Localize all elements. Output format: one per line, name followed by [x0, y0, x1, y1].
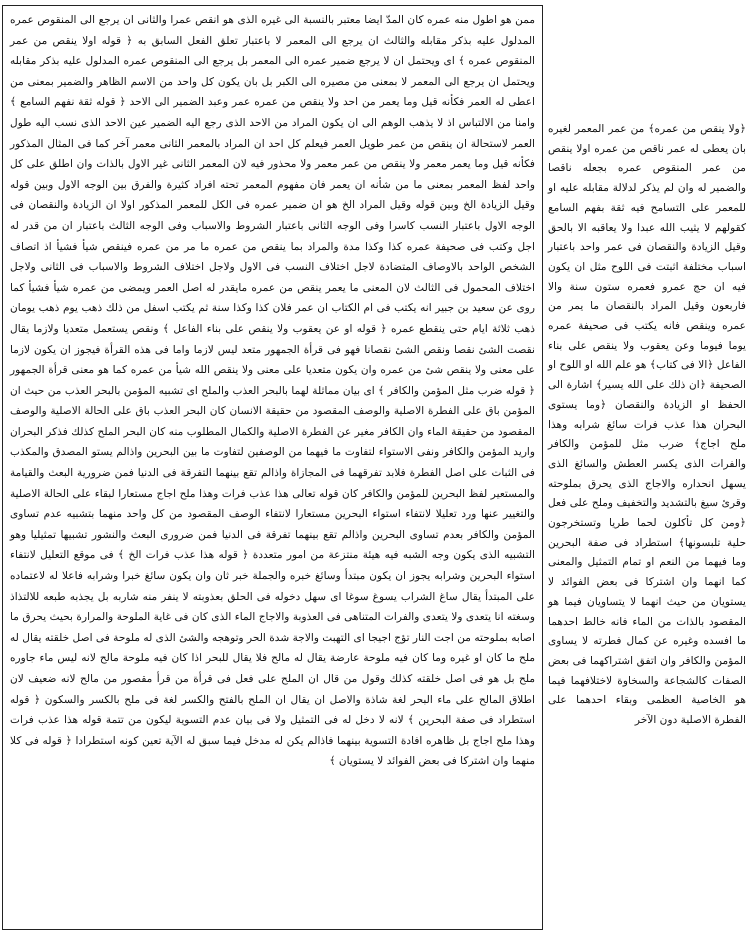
commentary-frame: [2, 5, 543, 930]
commentary-text: ممن هو اطول منه عمره كان المدّ ايضا معتبر بالنسبة الى غيره الذى هو انقص عمرا والثانى ان يرجع الى المنقوص عمره المدلول عليه بذكر مقابله والثالث ان يرجع الى المعمر لا باعتبار تعلق الفعل السابق به ﴿ قوله اولا ينقص من عمر المنقوص عمره ﴾ اى ويحتمل ان لا يرجع ضمير عمره الى المعمر بل يرجع الى المنقوص عمره المدلول عليه بذكر مقابله ويحتمل ان يرجع الى المعمر لا بمعنى من مصيره الى الكبر بل بان يكون كل واحد من الاسم الظاهر والضمير بمعنى من اعطى له العمر فكأنه قيل وما يعمر من احد ولا ينقص من عمره عمر وعبد الضمير الى الاحد ﴿ قوله ثقة نفهم السامع ﴾ وامنا من الالتباس اذ لا يذهب الوهم الى ان يكون المراد من الاحد الذى رجع اليه الضمير عين الاحد الذى نسب اليه طول العمر لاستحالة ان ينقص من عمر طويل العمر فيعلم كل احد ان المراد بالمعمر الثانى معمر آخر كما فى المثال المذكور فكأنه قيل وما يعمر معمر ولا ينقص من عمر معمر ولا محذور فيه لان المعمر الثانى غير الاول بالذات وان اطلق على كل واحد لفظ المعمر بمعنى ما من شأنه ان يعمر فان مفهوم المعمر تحته افراد كثيرة والفرق بين الوجه الاول وبين قوله وقيل الزيادة الخ وبين قوله وقيل المراد الخ هو ان ضمير عمره فى الكل للمعمر المذكور اولا ان الزيادة والنقصان فى الوجه الاول باعتبار النسب كاسرا وفى الوجه الثانى باعتبار الشروط والاسباب وفى الوجه الثالث باعتبار ان من قدر له اجل وكتب فى صحيفة عمره كذا وكذا مدة والمراد بما ينقص من عمره ما مر من عمره فينقص شيأ فشيأ اذ اتصاف الشخص الواحد بالاوصاف المتضادة لاجل اختلاف النسب فى الاول ولاجل اختلاف الشروط والاسباب فى الثانى ولاجل اختلاف المحمول فى الثالث لان المعنى ما يعمر ينقص من عمره مايقدر له اصل العمر ويمضى من عمره شيأ فشيأ كما روى عن سعيد بن جبير انه يكتب فى ام الكتاب ان عمر فلان كذا وكذا سنة ثم يكتب اسفل من ذلك ذهب يوم ذهب يومان ذهب ثلاثة ايام حتى ينقطع عمره ﴿ قوله او عن يعقوب ولا ينقص على بناء الفاعل ﴾ ونقص يستعمل متعديا ولازما يقال نقصت الشئ نقصا ونقص الشئ نقصانا فهو فى قرأة الجمهور متعد ليس لازما واما فى هذه القرأة فيجوز ان يكون لازما على معنى ولا ينقص شئ من عمره وان يكون متعديا على معنى ولا ينقص الله شيأ من عمره كما هو معنى قرأة الجمهور ﴿ قوله ضرب مثل المؤمن والكافر ﴾ اى بيان مماثلة لهما بالبحر العذب والملح اى تشبيه المؤمن بالبحر العذب من حيث ان المؤمن باق على الفطرة الاصلية والوصف المقصود من حقيقة الانسان كان البحر العذب باق على الحالة الاصلية والوصف المقصود من حقيقة الماء وان الكافر مغير عن الفطرة الاصلية والكمال المطلوب منه كان البحر الملح كذلك فذكر البحران واريد المؤمن والكافر ونفى الاستواء لتفاوت ما فيهما من الوصفين لتفاوت ما بين البحرين واذالم يستو المصدق والمكذب فى الثبات على اصل الفطرة فلابد تفرقهما فى المجازاة واذالم تقع بينهما التفرقة فى الدنيا فمن ضرورية البعث والقيامة والمستعير لفظ البحرين للمؤمن والكافر كان قوله تعالى هذا عذب فرات وهذا ملح اجاج مستعارا لبقاء على الحالة الاصلية والتغيير عنها ورد تعليلا لانتفاء استواء البحرين مستعارا لانتفاء الوصف المقصود من كل واحد منهما بتشبيه عدم تساوى المؤمن والكافر بعدم تساوى البحرين واذالم تقع بينهما تفرقة فى الدنيا فمن ضرورى البعث والنشور تشبيها تمثيليا وهو التشبيه الذى يكون وجه الشبه فيه هيئة منتزعة من امور متعددة ﴿ قوله هذا عذب فرات الخ ﴾ فى موقع التعليل لانتفاء استواء البحرين وشرابه يجوز ان يكون مبتدأ وسائغ خبره والجملة خبر ثان وان يكون سائغ خبرا وشرابه فاعلا له لاعتماده على المبتدأ يقال ساغ الشراب يسوغ سوغا اى سهل دخوله فى الحلق بعذوبته لا ينفر منه شاربه بل يجذبه طبعه للالتذاذ وسغته انا يتعدى ولا يتعدى والفرات المتناهى فى العذوبة والاجاج الماء الذى كان فى غاية الملوحة والمرارة بحيث يحرق ما اصابه بملوحته من اجت النار تؤج اجيجا اى التهبت والاجة شدة الحر وتوهجه والشئ الذى له ملوحة فى اصل خلقته يقال له ملح ما كان او غيره وما كان فيه ملوحة عارضة يقال له مالح فلا يقال للبحر اذا كان فيه ملوحة مالح لانه ليس ماء جاوره ملح بل هو فى اصل خلقته كذلك وقول من قال ان الملح على فعل فى قرأة من قرأ مقصور من مالح لانه ضعيف لان اطلاق المالح على ماء البحر لغة شاذة والاصل ان يقال ان الملح بالفتح والكسر لغة فى ملح بالكسر والسكون ﴿ قوله استطراد فى صفة البحرين ﴾ لانه لا دخل له فى التمثيل ولا فى بيان عدم التسوية ليكون من تتمة قوله هذا عذب فرات وهذا ملح اجاج بل ظاهره افادة التسوية بينهما فاذالم يكن له مدخل فيما سبق له الآية تعين كونه استطرادا ﴿ قوله فى كلا منهما وان اشتركا فى بعض الفوائد لا يستويان ﴾: [10, 14, 535, 768]
margin-tafsir-text: ﴿ولا ينقص من عمره﴾ من عمر المعمر لغيره بان يعطى له عمر ناقص من عمره اولا ينقص من عمر المنقوص عمره بجعله ناقصا والضمير له وان لم يذكر لدلالة مقابله عليه او للمعمر على التسامح فيه ثقة بفهم السامع كقولهم لا يثيب الله عبدا ولا يعاقبه الا بالحق وقيل الزيادة والنقصان فى عمر واحد باعتبار اسباب مختلفة اثبتت فى اللوح مثل ان يكون فيه ان حج عمرو فعمره ستون سنة والا فاربعون وقيل المراد بالنقصان ما يمر من عمره وينقص فانه يكتب فى صحيفة عمره يوما فيوما وعن يعقوب ولا ينقص على بناء الفاعل ﴿الا فى كتاب﴾ هو علم الله او اللوح او الصحيفة ﴿ان ذلك على الله يسير﴾ اشارة الى الحفظ او الزيادة والنقصان ﴿وما يستوى البحران هذا عذب فرات سائغ شرابه وهذا ملح اجاج﴾ ضرب مثل للمؤمن والكافر والفرات الذى يكسر العطش والسائغ الذى يسهل انحداره والاجاج الذى يحرق بملوحته وقرئ سيغ بالتشديد والتخفيف وملح على فعل ﴿ومن كل تأكلون لحما طريا وتستخرجون حلية تلبسونها﴾ استطراد فى صفة البحرين وما فيهما من النعم او تمام التمثيل والمعنى كما انهما وان اشتركا فى بعض الفوائد لا يستويان من حيث انهما لا يتساويان فيما هو المقصود بالذات من الماء فانه خالط احدهما ما افسده وغيره عن كمال فطرته لا يساوى المؤمن والكافر وان اتفق اشتراكهما فى بعض الصفات كالشجاعة والسخاوة لاختلافهما فيما هو الخاصية العظمى وبقاء احدهما على الفطرة الاصلية دون الآخر: [548, 123, 746, 727]
